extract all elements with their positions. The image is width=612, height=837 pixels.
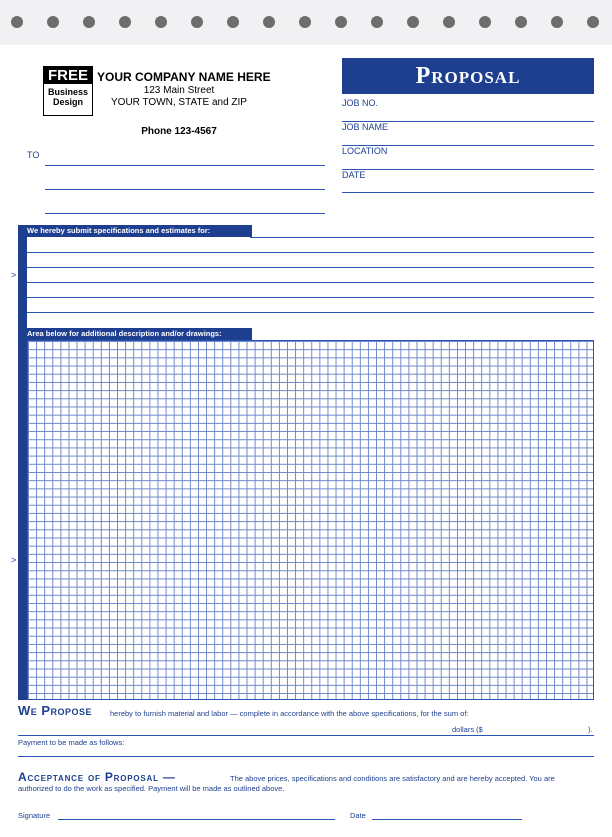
specs-line-1[interactable] — [27, 252, 594, 253]
punch-hole — [299, 16, 311, 28]
punch-hole — [515, 16, 527, 28]
acceptance-text-1: The above prices, specifications and conditions are satisfactory and are hereby accepted. You are — [230, 774, 555, 783]
punch-hole — [227, 16, 239, 28]
punch-hole — [11, 16, 23, 28]
to-line-3[interactable] — [45, 213, 325, 214]
date-label: DATE — [342, 170, 366, 180]
to-line-1[interactable] — [45, 165, 325, 166]
accept-date-field[interactable] — [372, 819, 522, 820]
punch-hole — [119, 16, 131, 28]
address-town: YOUR TOWN, STATE and ZIP — [111, 97, 247, 108]
propose-text: hereby to furnish material and labor — complete in accordance with the above specifications, for the sum of: — [110, 709, 469, 718]
specs-line-4[interactable] — [27, 297, 594, 298]
punch-hole — [587, 16, 599, 28]
address-street: 123 Main Street — [143, 85, 215, 96]
accept-date-label: Date — [350, 811, 366, 820]
specs-line-5[interactable] — [27, 312, 594, 313]
location-label: LOCATION — [342, 146, 388, 156]
margin-marker: > — [11, 555, 17, 565]
acceptance-text-2: authorized to do the work as specified. Payment will be made as outlined above. — [18, 784, 285, 793]
punch-hole — [83, 16, 95, 28]
specs-line-0[interactable] — [250, 237, 594, 238]
specs-header: We hereby submit specifications and estimates for: — [25, 225, 252, 237]
proposal-title: Proposal — [342, 58, 594, 94]
specs-line-3[interactable] — [27, 282, 594, 283]
punch-hole — [551, 16, 563, 28]
payment-line[interactable] — [18, 756, 594, 757]
punch-hole — [479, 16, 491, 28]
to-label: TO — [27, 150, 40, 160]
punch-hole — [155, 16, 167, 28]
specs-line-2[interactable] — [27, 267, 594, 268]
to-line-2[interactable] — [45, 189, 325, 190]
job-name-label: JOB NAME — [342, 122, 389, 132]
drawing-grid[interactable] — [27, 340, 594, 700]
logo-line-1: Business — [47, 87, 89, 97]
signature-field[interactable] — [58, 819, 335, 820]
logo-free-text: FREE — [44, 67, 92, 84]
location-field[interactable] — [342, 169, 594, 170]
job-no-label: JOB NO. — [342, 98, 379, 108]
logo-line-2: Design — [52, 97, 83, 107]
perforation-strip — [0, 0, 612, 45]
company-name: YOUR COMPANY NAME HERE — [97, 70, 271, 84]
we-propose-title: We Propose — [18, 703, 93, 718]
punch-hole — [335, 16, 347, 28]
punch-hole — [371, 16, 383, 28]
signature-label: Signature — [18, 811, 51, 820]
dollars-close: ). — [588, 725, 593, 734]
punch-hole — [191, 16, 203, 28]
punch-hole — [443, 16, 455, 28]
company-phone: Phone 123-4567 — [141, 126, 217, 137]
punch-hole — [47, 16, 59, 28]
date-field[interactable] — [342, 192, 594, 193]
company-logo — [43, 66, 93, 116]
drawing-header: Area below for additional description and/or drawings: — [25, 328, 252, 340]
margin-marker: > — [11, 270, 17, 280]
sum-line[interactable] — [18, 735, 594, 736]
punch-hole — [263, 16, 275, 28]
acceptance-title: Acceptance of Proposal — — [18, 770, 176, 784]
punch-hole — [407, 16, 419, 28]
left-accent-bar — [18, 225, 27, 700]
payment-label: Payment to be made as follows: — [18, 738, 125, 747]
dollars-label: dollars ($ — [452, 725, 483, 734]
